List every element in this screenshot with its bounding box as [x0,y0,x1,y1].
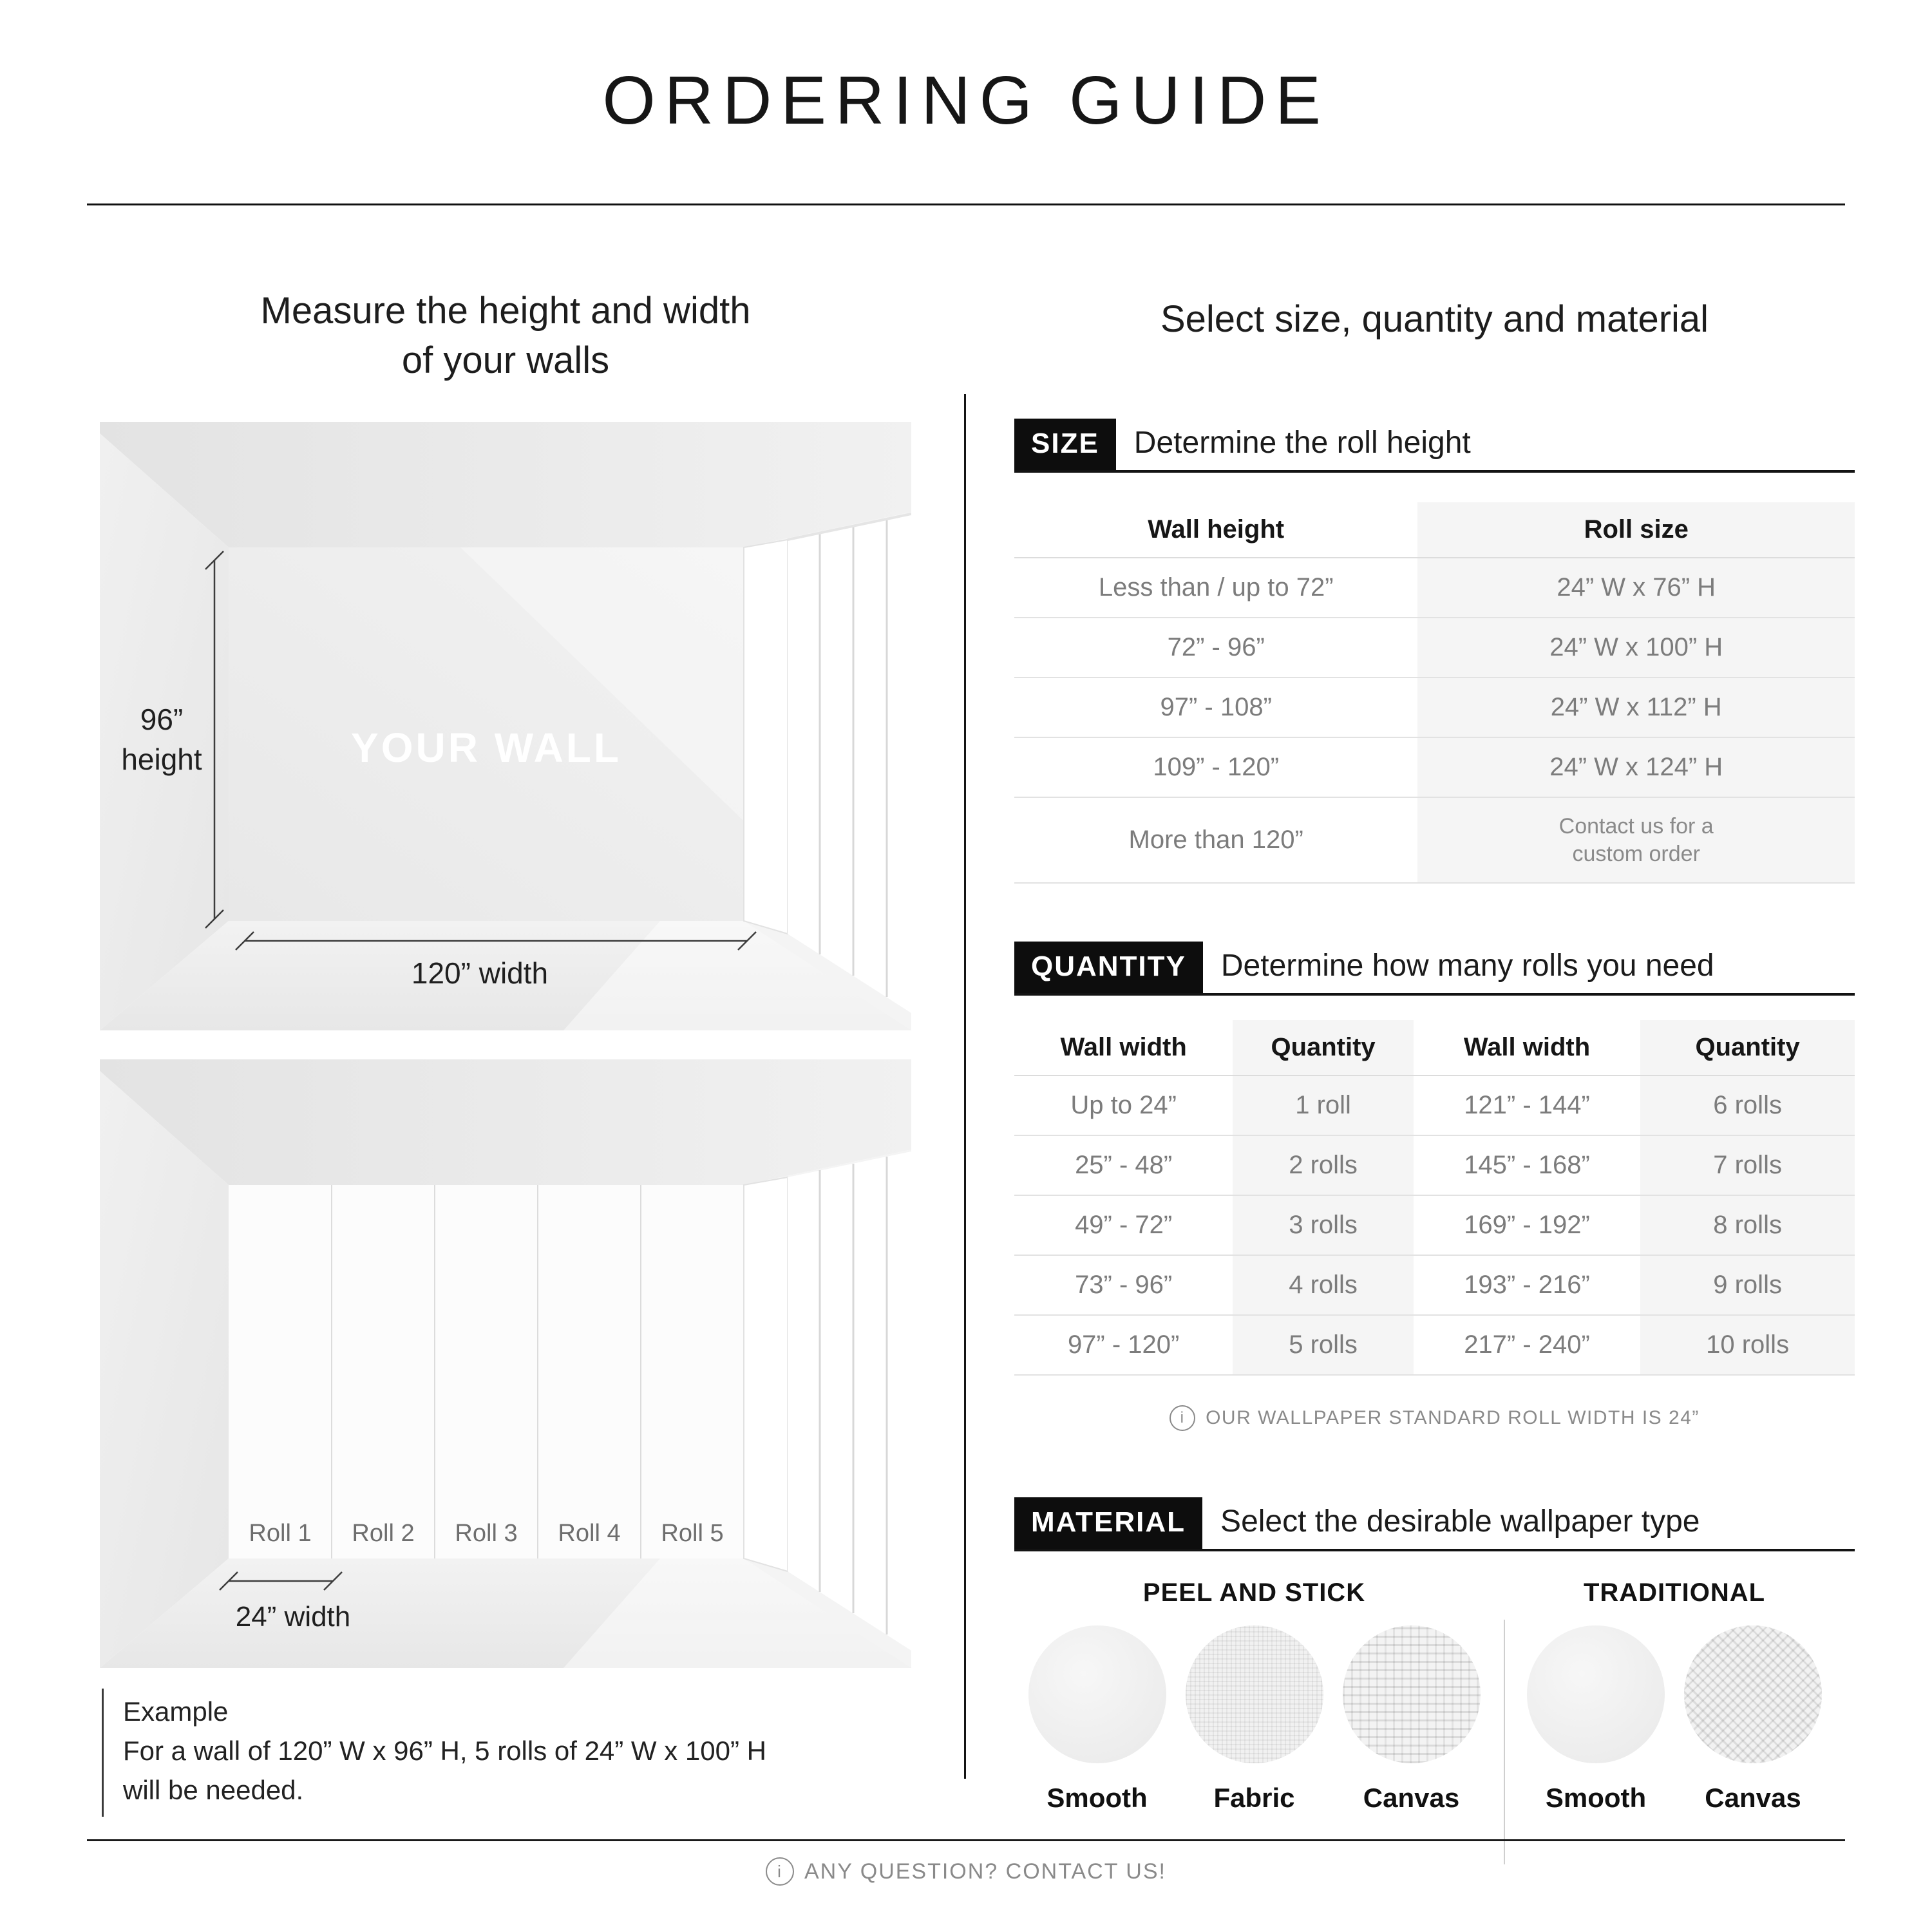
canvas-texture-swatch [1684,1625,1822,1763]
material-group-divider [1504,1620,1505,1864]
room-illustration-measure [100,422,911,1030]
quantity-cell: 7 rolls [1640,1135,1855,1195]
rolls-quantity-table [1014,1020,1855,1376]
table-row [1014,1075,1855,1135]
swatch-label: Canvas [1363,1783,1460,1813]
width-dimension-label: 120” width [411,956,549,990]
swatch-canvas [1343,1625,1481,1814]
wall-width-cell: 25” - 48” [1014,1135,1233,1195]
roll-size-cell: 24” W x 76” H [1417,558,1855,618]
quantity-cell: 4 rolls [1233,1255,1414,1315]
column-divider [964,394,966,1779]
wall-height-cell: Less than / up to 72” [1014,558,1417,618]
table-row [1014,737,1855,797]
room1-wall-label: YOUR WALL [351,724,621,771]
quantity-cell: 5 rolls [1233,1315,1414,1375]
col-wall-width-2: Wall width [1414,1020,1640,1075]
size-badge: SIZE [1014,419,1116,470]
room1-window-glass [788,514,911,1013]
table-row [1014,677,1855,737]
roll-size-cell [1417,797,1855,883]
table-header-row [1014,502,1855,558]
table-row [1014,1195,1855,1255]
swatch-label: Fabric [1213,1783,1295,1813]
quantity-cell: 8 rolls [1640,1195,1855,1255]
quantity-cell: 2 rolls [1233,1135,1414,1195]
room-illustration-rolls [100,1059,911,1668]
roll-label-5: Roll 5 [661,1520,724,1547]
table-header-row [1014,1020,1855,1075]
wall-width-cell: 97” - 120” [1014,1315,1233,1375]
quantity-cell: 10 rolls [1640,1315,1855,1375]
quantity-cell: 9 rolls [1640,1255,1855,1315]
roll-label-1: Roll 1 [249,1520,312,1547]
roll-size-cell: 24” W x 124” H [1417,737,1855,797]
left-heading-line2: of your walls [401,339,610,381]
room2-ceiling [100,1059,911,1185]
fabric-texture-swatch [1186,1625,1323,1763]
table-row [1014,618,1855,677]
peel-and-stick-title: PEEL AND STICK [1142,1578,1366,1607]
smooth-texture-swatch [1527,1625,1665,1763]
wall-width-cell: 193” - 216” [1414,1255,1640,1315]
material-section [1014,1497,1855,1814]
footer [0,1857,1932,1886]
quantity-title: Determine how many rolls you need [1220,948,1714,983]
room1-ceiling [100,422,911,547]
table-row [1014,1255,1855,1315]
traditional-swatches [1527,1625,1822,1814]
material-badge: MATERIAL [1014,1497,1202,1549]
quantity-section [1014,942,1855,1431]
quantity-cell: 6 rolls [1640,1075,1855,1135]
table-row [1014,1315,1855,1375]
col-wall-width-1: Wall width [1014,1020,1233,1075]
swatch-smooth [1527,1625,1665,1814]
wall-height-cell: 72” - 96” [1014,618,1417,677]
example-line1: For a wall of 120” W x 96” H, 5 rolls of 24” W x 100” H [123,1735,766,1766]
quantity-cell: 3 rolls [1233,1195,1414,1255]
roll-height-table [1014,502,1855,884]
smooth-texture-swatch [1028,1625,1166,1763]
size-section [1014,419,1855,884]
swatch-label: Canvas [1705,1783,1801,1813]
material-section-header [1014,1497,1855,1551]
wall-width-cell: 73” - 96” [1014,1255,1233,1315]
room1-window-frame [744,540,788,934]
quantity-badge: QUANTITY [1014,942,1203,993]
col-roll-size: Roll size [1417,502,1855,558]
height-dimension-word: height [121,743,202,776]
col-quantity-1: Quantity [1233,1020,1414,1075]
col-quantity-2: Quantity [1640,1020,1855,1075]
roll-width-note [1014,1405,1855,1431]
wall-width-cell: 121” - 144” [1414,1075,1640,1135]
wall-height-cell: 97” - 108” [1014,677,1417,737]
roll-width-note-text: OUR WALLPAPER STANDARD ROLL WIDTH IS 24” [1206,1407,1700,1428]
example-block [102,1689,960,1817]
swatch-label: Smooth [1046,1783,1148,1813]
wall-height-cell: 109” - 120” [1014,737,1417,797]
example-title: Example [123,1696,229,1727]
roll-size-cell: 24” W x 100” H [1417,618,1855,677]
peel-and-stick-swatches [1028,1625,1481,1814]
info-icon: i [1170,1405,1195,1431]
wall-width-cell: 169” - 192” [1414,1195,1640,1255]
material-groups [1014,1562,1855,1814]
roll-label-2: Roll 2 [352,1520,415,1547]
title-divider [87,204,1845,205]
quantity-cell: 1 roll [1233,1075,1414,1135]
roll-label-3: Roll 3 [455,1520,518,1547]
swatch-canvas [1684,1625,1822,1814]
roll-width-label: 24” width [235,1601,351,1633]
roll-size-cell: 24” W x 112” H [1417,677,1855,737]
left-column-heading [100,287,911,385]
col-wall-height: Wall height [1014,502,1417,558]
footer-note: ANY QUESTION? CONTACT US! [804,1859,1166,1884]
info-icon: i [766,1857,794,1886]
roll-label-4: Roll 4 [558,1520,621,1547]
group-traditional [1494,1562,1855,1814]
wall-width-cell: 145” - 168” [1414,1135,1640,1195]
table-row [1014,797,1855,883]
canvas-texture-swatch [1343,1625,1481,1763]
material-title: Select the desirable wallpaper type [1220,1504,1700,1539]
size-title: Determine the roll height [1133,425,1471,460]
wall-width-cell: 217” - 240” [1414,1315,1640,1375]
swatch-smooth [1028,1625,1166,1814]
swatch-fabric [1186,1625,1323,1814]
page-title: ORDERING GUIDE [602,62,1330,138]
wall-width-cell: Up to 24” [1014,1075,1233,1135]
footer-divider [87,1839,1845,1841]
table-row [1014,1135,1855,1195]
quantity-section-header [1014,942,1855,996]
right-column-heading: Select size, quantity and material [1160,298,1709,340]
group-peel-and-stick [1014,1562,1494,1814]
example-line2: will be needed. [123,1774,304,1805]
size-section-header [1014,419,1855,473]
height-dimension-value: 96” [140,703,184,736]
room2-window-glass [788,1151,911,1651]
left-heading-line1: Measure the height and width [260,290,751,332]
room2-back-wall [229,1185,744,1558]
traditional-title: TRADITIONAL [1583,1578,1766,1607]
wall-height-cell: More than 120” [1014,797,1417,883]
table-row [1014,558,1855,618]
swatch-label: Smooth [1545,1783,1647,1813]
custom-order-text: Contact us for a custom order [1558,814,1714,866]
room2-window-frame [744,1177,788,1571]
wall-width-cell: 49” - 72” [1014,1195,1233,1255]
